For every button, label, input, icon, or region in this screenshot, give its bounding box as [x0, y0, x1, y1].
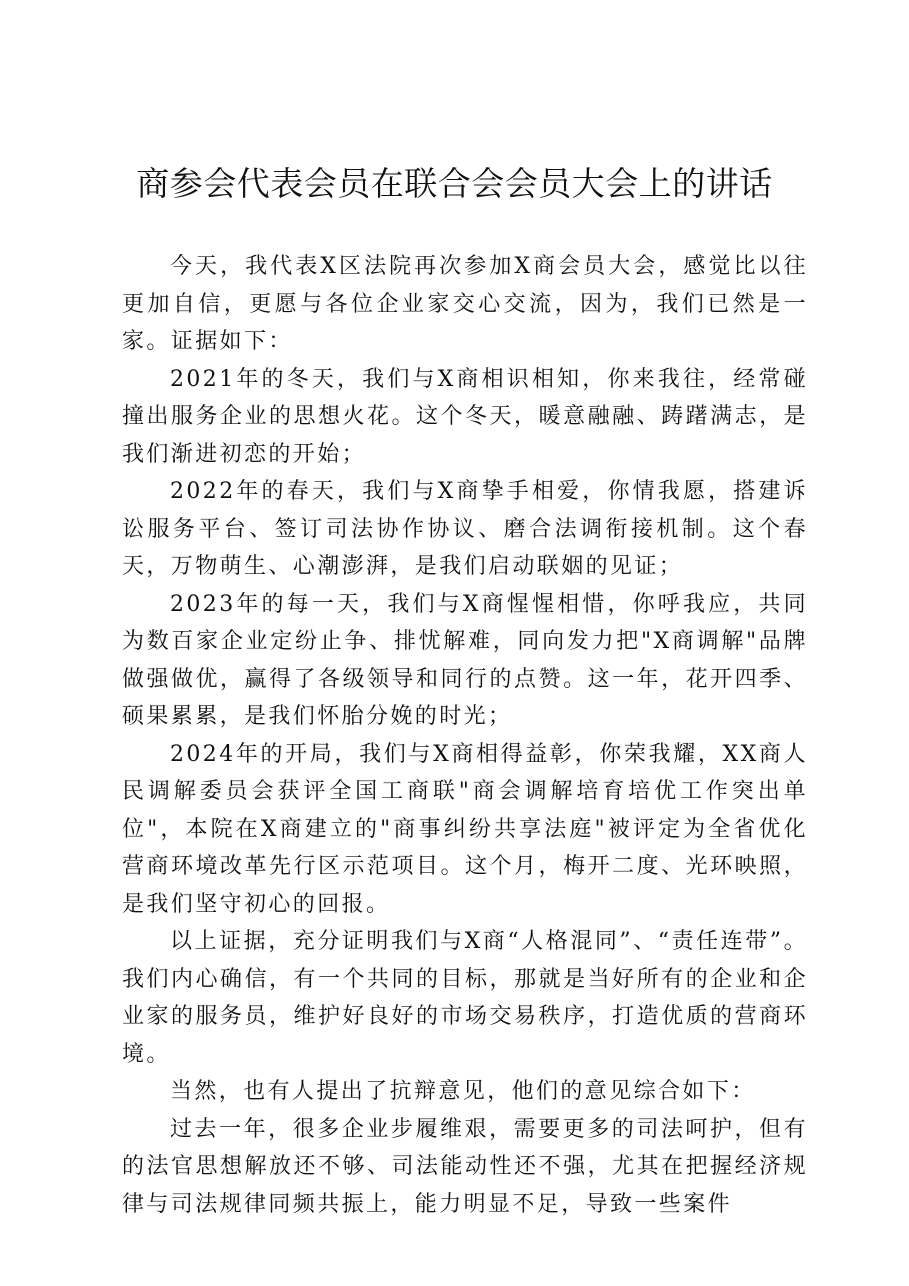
paragraph-evidence-summary: 以上证据，充分证明我们与X商“人格混同”、“责任连带”。我们内心确信，有一个共同的目标，那就是当好所有的企业和企业家的服务员，维护好良好的市场交易秩序，打造优质的营商环境。 [122, 929, 808, 1067]
document-body [122, 248, 808, 1223]
document-title: 商参会代表会员在联合会会员大会上的讲话 [136, 164, 773, 203]
paragraph-2022: 2022年的春天，我们与X商挚手相爱，你情我愿，搭建诉讼服务平台、签订司法协作协议、磨合法调衔接机制。这个春天，万物萌生、心潮澎湃，是我们启动联姻的见证； [122, 479, 808, 579]
paragraph-intro: 今天，我代表X区法院再次参加X商会员大会，感觉比以往更加自信，更愿与各位企业家交心交流，因为，我们已然是一家。证据如下： [122, 254, 808, 354]
paragraph-2021: 2021年的冬天，我们与X商相识相知，你来我往，经常碰撞出服务企业的思想火花。这个冬天，暖意融融、踌躇满志，是我们渐进初恋的开始； [122, 366, 808, 467]
paragraph-objection-intro: 当然，也有人提出了抗辩意见，他们的意见综合如下： [170, 1079, 756, 1104]
paragraph-2023: 2023年的每一天，我们与X商惺惺相惜，你呼我应，共同为数百家企业定纷止争、排忧解难，同向发力把"X商调解"品牌做强做优，赢得了各级领导和同行的点赞。这一年，花开四季、硕果累累，是我们怀胎分娩的时光； [122, 591, 808, 729]
paragraph-past-year: 过去一年，很多企业步履维艰，需要更多的司法呵护，但有的法官思想解放还不够、司法能动性还不强，尤其在把握经济规律与司法规律同频共振上，能力明显不足，导致一些案件 [122, 1116, 808, 1217]
paragraph-2024: 2024年的开局，我们与X商相得益彰，你荣我耀，XX商人民调解委员会获评全国工商联"商会调解培育培优工作突出单位"，本院在X商建立的"商事纠纷共享法庭"被评定为全省优化营商环境改革先行区示范项目。这个月，梅开二度、光环映照，是我们坚守初心的回报。 [122, 741, 808, 917]
